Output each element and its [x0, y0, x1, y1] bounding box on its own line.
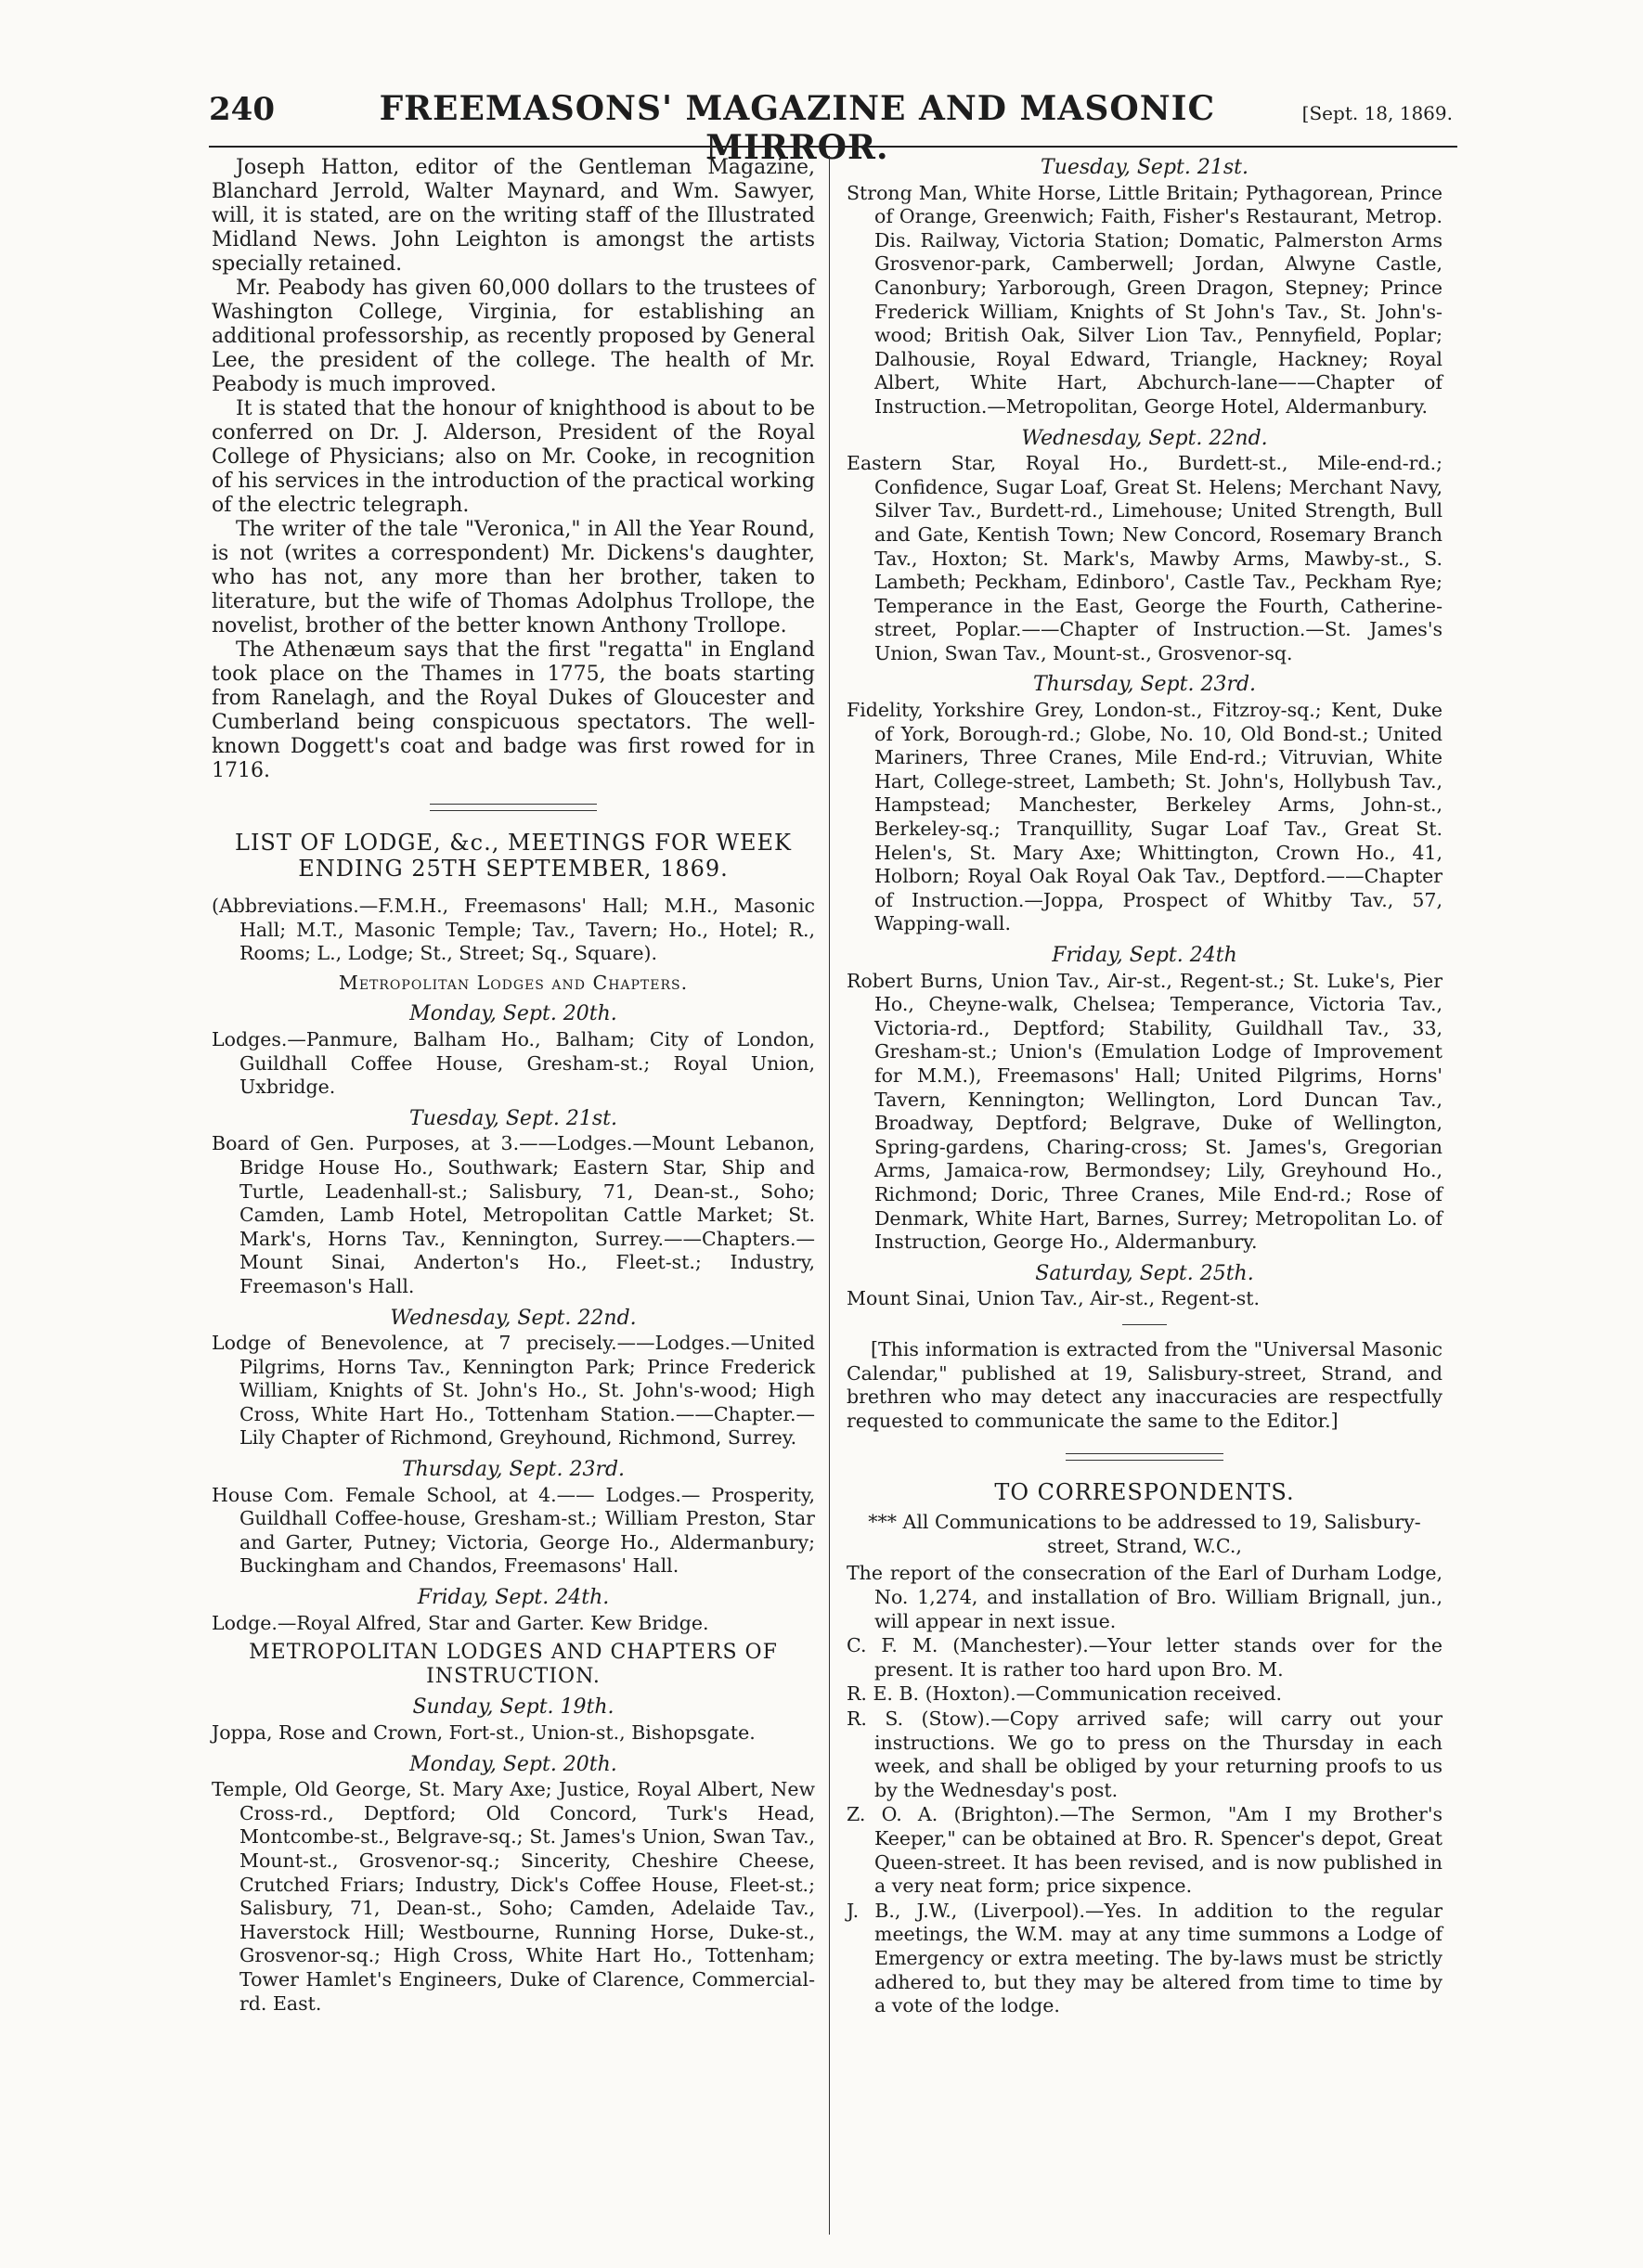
meeting-list: House Com. Female School, at 4.—— Lodges.— Prosperity, Guildhall Coffee-house, Gresham-st.; William Preston, Star and Garter, Putney; Victoria, George Ho., Aldermanbury; Buckingham and Chandos, Freemasons' Hall.: [212, 1483, 815, 1578]
meeting-list: Lodges.—Panmure, Balham Ho., Balham; City of London, Guildhall Coffee House, Gresham-st.; Royal Union, Uxbridge.: [212, 1027, 815, 1099]
day-heading: Thursday, Sept. 23rd.: [1032, 673, 1257, 697]
correspondent-item: R. S. (Stow).—Copy arrived safe; will carry out your instructions. We go to press on the Thursday in each week, and shall be obliged by your returning proofs to us by the Wednesday's post.: [847, 1707, 1442, 1801]
issue-date: [Sept. 18, 1869.: [1301, 102, 1453, 124]
page-header: [209, 89, 1453, 167]
correspondents-title: TO CORRESPONDENTS.: [994, 1479, 1295, 1506]
day-heading: Monday, Sept. 20th.: [409, 1752, 617, 1776]
correspondent-item: Z. O. A. (Brighton).—The Sermon, "Am I my Brother's Keeper," can be obtained at Bro. R. Spencer's depot, Great Queen-street. It has been revised, and is now published in a very neat form; price sixpence.: [847, 1803, 1442, 1898]
intro-paragraph: The Athenæum says that the first "regatta" in England took place on the Thames in 1775, the boats starting from Ranelagh, and the Royal Dukes of Gloucester and Cumberland being conspicuous spectators. The well-known Doggett's coat and badge was first rowed for in 1716.: [212, 638, 815, 782]
running-title: FREEMASONS' MAGAZINE AND MASONIC MIRROR.: [379, 89, 1216, 167]
instruction-heading: METROPOLITAN LODGES AND CHAPTERS OF INSTRUCTION.: [249, 1641, 778, 1688]
meeting-list: Mount Sinai, Union Tav., Air-st., Regent-st.: [847, 1287, 1261, 1310]
day-heading: Monday, Sept. 20th.: [409, 1002, 617, 1026]
day-heading: Tuesday, Sept. 21st.: [1041, 156, 1248, 179]
section-divider: [1066, 1453, 1223, 1461]
meeting-list: Eastern Star, Royal Ho., Burdett-st., Mile-end-rd.; Confidence, Sugar Loaf, Great St. Helens; Merchant Navy, Silver Tav., Burdett-rd., Limehouse; United Strength, Bull and Gate, Kentish Town; New Concord, Rosemary Branch Tav., Hoxton; St. Mark's, Mawby Arms, Mawby-st., S. Lambeth; Peckham, Edinboro', Castle Tav., Peckham Rye; Temperance in the East, George the Fourth, Catherine-street, Poplar.——Chapter of Instruction.—St. James's Union, Swan Tav., Mount-st., Grosvenor-sq.: [847, 452, 1442, 664]
correspondent-item: J. B., J.W., (Liverpool).—Yes. In addition to the regular meetings, the W.M. may at any time summons a Lodge of Emergency or extra meeting. The by-laws must be strictly adhered to, but they may be altered from time to time by a vote of the lodge.: [847, 1899, 1442, 2017]
intro-paragraph: Joseph Hatton, editor of the Gentleman Magazine, Blanchard Jerrold, Walter Maynard, and Wm. Sawyer, will, it is stated, are on the writing staff of the Illustrated Midland News. John Leighton is amongst the artists specially retained.: [212, 156, 815, 276]
day-heading: Wednesday, Sept. 22nd.: [1021, 426, 1268, 450]
intro-paragraph: Mr. Peabody has given 60,000 dollars to the trustees of Washington College, Virginia, for establishing an additional professorship, as recently proposed by General Lee, the president of the college. The health of Mr. Peabody is much improved.: [212, 277, 815, 396]
left-column: [212, 156, 815, 2017]
right-column: [847, 156, 1442, 2019]
meeting-list: Lodge.—Royal Alfred, Star and Garter. Kew Bridge.: [212, 1611, 709, 1634]
correspondent-item: C. F. M. (Manchester).—Your letter stands over for the present. It is rather too hard upon Bro. M.: [847, 1634, 1442, 1681]
correspondent-item: R. E. B. (Hoxton).—Communication received.: [847, 1682, 1283, 1706]
column-rule: [829, 156, 830, 2235]
correspondent-item: The report of the consecration of the Earl of Durham Lodge, No. 1,274, and installation of Bro. William Brignall, jun., will appear in next issue.: [847, 1562, 1442, 1632]
meeting-list: Temple, Old George, St. Mary Axe; Justice, Royal Albert, New Cross-rd., Deptford; Old Concord, Turk's Head, Montcombe-st., Belgrave-sq.; St. James's Union, Swan Tav., Mount-st., Grosvenor-sq.; Sincerity, Cheshire Cheese, Crutched Friars; Industry, Dick's Coffee House, Fleet-st.; Salisbury, 71, Dean-st., Soho; Camden, Adelaide Tav., Haverstock Hill; Westbourne, Running Horse, Duke-st., Grosvenor-sq.; High Cross, White Hart Ho., Tottenham; Tower Hamlet's Engineers, Duke of Clarence, Commercial-rd. East.: [212, 1778, 815, 2015]
meeting-list: Lodge of Benevolence, at 7 precisely.——Lodges.—United Pilgrims, Horns Tav., Kennington Park; Prince Frederick William, Knights of St. John's Ho., St. John's-wood; High Cross, White Hart Ho., Tottenham Station.——Chapter.—Lily Chapter of Richmond, Greyhound, Richmond, Surrey.: [212, 1332, 815, 1450]
day-heading: Tuesday, Sept. 21st.: [409, 1106, 617, 1130]
day-heading: Saturday, Sept. 25th.: [1035, 1261, 1254, 1285]
metro-heading: Metropolitan Lodges and Chapters.: [338, 971, 689, 994]
meeting-list: Fidelity, Yorkshire Grey, London-st., Fitzroy-sq.; Kent, Duke of York, Borough-rd.; Globe, No. 10, Old Bond-st.; United Mariners, Three Cranes, Mile End-rd.; Vitruvian, White Hart, College-street, Lambeth; St. John's, Hollybush Tav., Hampstead; Manchester, Berkeley Arms, John-st., Berkeley-sq.; Tranquillity, Sugar Loaf Tav., Great St. Helen's, St. Mary Axe; Whittington, Crown Ho., 41, Holborn; Royal Oak Royal Oak Tav., Deptford.——Chapter of Instruction.—Joppa, Prospect of Whitby Tav., 57, Wapping-wall.: [847, 699, 1442, 935]
header-rule: [209, 146, 1457, 148]
page-number: 240: [209, 91, 275, 128]
meeting-list: Strong Man, White Horse, Little Britain; Pythagorean, Prince of Orange, Greenwich; Faith, Fisher's Restaurant, Metrop. Dis. Railway, Victoria Station; Domatic, Palmerston Arms Grosvenor-park, Camberwell; Jordan, Alwyne Castle, Canonbury; Yarborough, Green Dragon, Stepney; Prince Frederick William, Knights of St John's Tav., St. John's-wood; British Oak, Silver Lion Tav., Pennyfield, Poplar; Dalhousie, Royal Edward, Triangle, Hackney; Royal Albert, White Hart, Abchurch-lane——Chapter of Instruction.—Metropolitan, George Hotel, Aldermanbury.: [847, 181, 1442, 418]
abbreviations: (Abbreviations.—F.M.H., Freemasons' Hall; M.H., Masonic Hall; M.T., Masonic Temple; Tav., Tavern; Ho., Hotel; R., Rooms; L., Lodge; St., Street; Sq., Square).: [212, 895, 815, 965]
intro-paragraph: The writer of the tale "Veronica," in All the Year Round, is not (writes a correspondent) Mr. Dickens's daughter, who has not, any more than her brother, taken to literature, but the wife of Thomas Adolphus Trollope, the novelist, brother of the better known Anthony Trollope.: [212, 518, 815, 638]
meeting-list: Joppa, Rose and Crown, Fort-st., Union-st., Bishopsgate.: [212, 1721, 756, 1744]
day-heading: Thursday, Sept. 23rd.: [401, 1458, 626, 1482]
correspondents-notice: *** All Communications to be addressed to 19, Salisbury-street, Strand, W.C.,: [868, 1511, 1421, 1557]
section-divider: [430, 804, 597, 811]
day-heading: Friday, Sept. 24th: [1052, 944, 1237, 967]
meeting-list: Robert Burns, Union Tav., Air-st., Regent-st.; St. Luke's, Pier Ho., Cheyne-walk, Chelsea; Temperance, Victoria Tav., Victoria-rd., Deptford; Stability, Guildhall Tav., 33, Gresham-st.; Union's (Emulation Lodge of Improvement for M.M.), Freemasons' Hall; United Pilgrims, Horns' Tavern, Kennington; Wellington, Lord Duncan Tav., Broadway, Deptford; Belgrave, Duke of Wellington, Spring-gardens, Charing-cross; St. James's, Gregorian Arms, Jamaica-row, Bermondsey; Lily, Greyhound Ho., Richmond; Doric, Three Cranes, Mile End-rd.; Rose of Denmark, White Hart, Barnes, Surrey; Metropolitan Lo. of Instruction, George Ho., Aldermanbury.: [847, 969, 1442, 1254]
source-note: [This information is extracted from the "Universal Masonic Calendar," published at 19, Salisbury-street, Strand, and brethren who may detect any inaccuracies are respectfully requested to communicate the same to the Editor.]: [847, 1337, 1442, 1432]
day-heading: Wednesday, Sept. 22nd.: [390, 1306, 637, 1330]
short-divider: [1122, 1324, 1167, 1325]
list-title: LIST OF LODGE, &c., MEETINGS FOR WEEK ENDING 25TH SEPTEMBER, 1869.: [235, 830, 792, 882]
day-heading: Sunday, Sept. 19th.: [412, 1695, 615, 1720]
meeting-list: Board of Gen. Purposes, at 3.——Lodges.—Mount Lebanon, Bridge House Ho., Southwark; Eastern Star, Ship and Turtle, Leadenhall-st.; Salisbury, 71, Dean-st., Soho; Camden, Lamb Hotel, Metropolitan Cattle Market; St. Mark's, Horns Tav., Kennington, Surrey.——Chapters.—Mount Sinai, Anderton's Ho., Fleet-st.; Industry, Freemason's Hall.: [212, 1132, 815, 1297]
intro-paragraph: It is stated that the honour of knighthood is about to be conferred on Dr. J. Alderson, President of the Royal College of Physicians; also on Mr. Cooke, in recognition of his services in the introduction of the practical working of the electric telegraph.: [212, 397, 815, 517]
day-heading: Friday, Sept. 24th.: [417, 1586, 610, 1610]
